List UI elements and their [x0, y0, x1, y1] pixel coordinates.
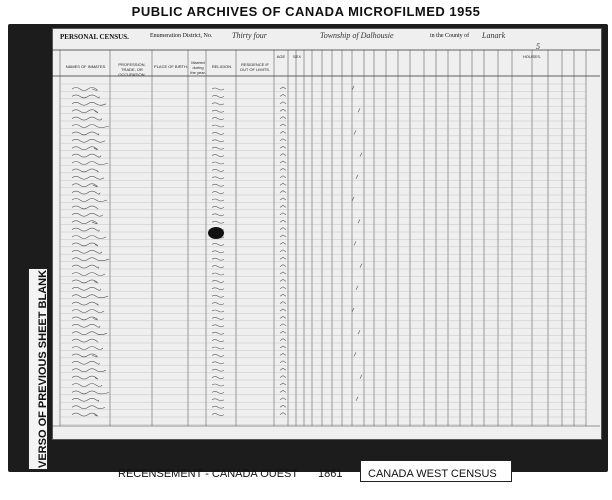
col-married: Married during the year.	[190, 60, 206, 75]
county-value: Lanark	[482, 31, 506, 40]
col-residence: RESIDENCE IF OUT OF LIMITS.	[239, 62, 271, 72]
col-sex: SEX	[292, 54, 301, 59]
footer-year: 1861	[318, 468, 343, 480]
footer	[112, 464, 512, 484]
footer-left: RECENSEMENT - CANADA OUEST	[118, 468, 299, 480]
col-houses: HOUSES.	[522, 54, 541, 59]
archive-banner: PUBLIC ARCHIVES OF CANADA MICROFILMED 1955	[131, 4, 481, 19]
district-value: Thirty four	[232, 31, 267, 40]
form-title: PERSONAL CENSUS.	[60, 33, 129, 41]
side-label: VERSO OF PREVIOUS SHEET BLANK	[37, 269, 49, 468]
footer-right: CANADA WEST CENSUS	[368, 468, 497, 480]
county-label: in the County of	[430, 33, 470, 39]
col-profession: PROFESSION, TRADE, OR OCCUPATION.	[118, 62, 146, 77]
col-names: NAMES OF INMATES.	[65, 64, 107, 69]
census-grid	[52, 28, 600, 438]
page-number: 5	[536, 42, 540, 51]
col-age: AGE	[276, 54, 286, 59]
col-birth: PLACE OF BIRTH.	[154, 64, 188, 69]
township-value: Township of Dalhousie	[320, 31, 394, 40]
col-religion: RELIGION.	[211, 64, 233, 69]
enum-label: Enumeration District, No.	[150, 33, 213, 39]
